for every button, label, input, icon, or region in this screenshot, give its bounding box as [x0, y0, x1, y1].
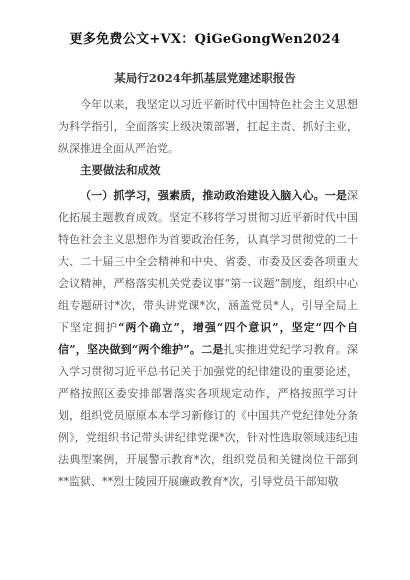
- body-bold-middle: “两个确立”，增强“四个意识”，坚定“四个自信”，坚决做到“两个维护”。二是: [58, 321, 359, 356]
- intro-paragraph: 今年以来，我坚定以习近平新时代中国特色社会主义思想为科学指引，全面落实上级决策部署，扛起主责、抓好主业，纵深推进全面从严治党。: [58, 98, 358, 155]
- section-heading: 主要做法和成效: [80, 163, 161, 177]
- body-paragraph: [58, 185, 358, 493]
- watermark-header: 更多免费公文+VX：QiGeGongWen2024: [69, 32, 341, 47]
- body-text-part1: 深化拓展主题教育成效。坚定不移将学习贯彻习近平新时代中国特色社会主义思想作为首要政治任务，认真学习贯彻党的二十大、二十届三中全会精神和中央、省委、市委及区委各项重大会议精神，严格落实机关党委议事“第一议题”制度，组织中心组专题研讨*次，带头讲党课*次，涵盖党员*人，引导全局上下坚定拥护: [58, 189, 358, 334]
- document-title: 某局行2024年抓基层党建述职报告: [114, 71, 296, 85]
- subheading-lead: （一）抓学习，强素质，推动政治建设入脑入心。一是: [80, 189, 347, 202]
- body-text-part2: 扎实推进党纪学习教育。深入学习贯彻习近平总书记关于加强党的纪律建设的重要论述，严格按照区委安排部署落实各项规定动作，严格按照学习计划，组织党员原原本本学习新修订的《中国共产党纪律处分条例》，党组织书记带头讲纪律党课*次，针对性选取领域违纪违法典型案例，开展警示教育*次，组织党员和关键岗位干部到**监狱、**烈士陵园开展廉政教育*次，引导党员干部知敬: [58, 343, 358, 488]
